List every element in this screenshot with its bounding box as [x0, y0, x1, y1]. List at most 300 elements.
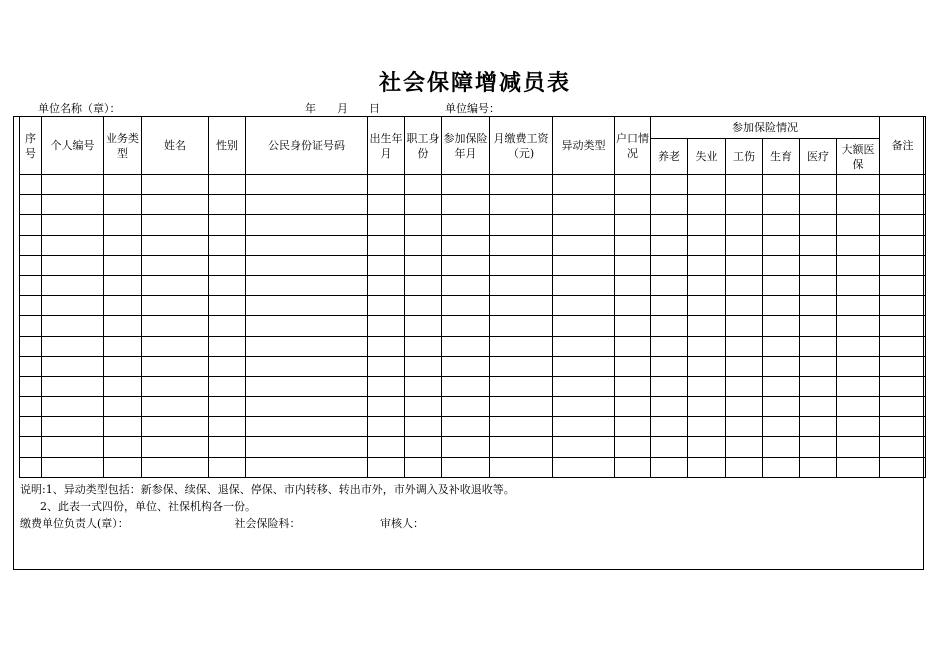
table-row	[20, 215, 926, 235]
table-cell[interactable]	[246, 356, 368, 376]
table-cell[interactable]	[688, 376, 726, 396]
table-row	[20, 235, 926, 255]
table-cell[interactable]	[800, 376, 837, 396]
table-cell[interactable]	[405, 296, 442, 316]
table-cell[interactable]	[405, 215, 442, 235]
table-cell[interactable]	[880, 215, 926, 235]
table-cell[interactable]	[104, 356, 142, 376]
table-cell[interactable]	[726, 255, 763, 275]
table-cell[interactable]	[405, 356, 442, 376]
table-cell[interactable]	[651, 175, 688, 195]
table-cell[interactable]	[615, 195, 651, 215]
header-join-date: 参加保险年月	[442, 117, 490, 175]
table-cell[interactable]	[104, 376, 142, 396]
table-cell[interactable]	[553, 235, 615, 255]
table-cell[interactable]	[837, 316, 880, 336]
table-cell[interactable]	[209, 275, 246, 295]
table-cell[interactable]	[880, 457, 926, 477]
table-cell[interactable]	[20, 397, 42, 417]
table-cell[interactable]	[20, 275, 42, 295]
table-cell[interactable]	[405, 437, 442, 457]
payer-signature-label: 缴费单位负责人(章）：	[20, 517, 129, 530]
table-cell[interactable]	[688, 336, 726, 356]
table-cell[interactable]	[20, 437, 42, 457]
table-cell[interactable]	[368, 437, 405, 457]
table-cell[interactable]	[42, 316, 104, 336]
table-cell[interactable]	[142, 235, 209, 255]
table-cell[interactable]	[800, 397, 837, 417]
table-cell[interactable]	[837, 417, 880, 437]
table-cell[interactable]	[368, 235, 405, 255]
table-cell[interactable]	[763, 397, 800, 417]
table-cell[interactable]	[726, 457, 763, 477]
table-cell[interactable]	[726, 437, 763, 457]
table-row	[20, 316, 926, 336]
table-cell[interactable]	[763, 255, 800, 275]
table-cell[interactable]	[490, 275, 553, 295]
table-cell[interactable]	[104, 316, 142, 336]
table-cell[interactable]	[763, 296, 800, 316]
table-cell[interactable]	[800, 195, 837, 215]
table-cell[interactable]	[490, 336, 553, 356]
table-cell[interactable]	[104, 235, 142, 255]
table-cell[interactable]	[42, 275, 104, 295]
table-cell[interactable]	[880, 437, 926, 457]
table-cell[interactable]	[763, 275, 800, 295]
table-cell[interactable]	[142, 275, 209, 295]
table-cell[interactable]	[368, 356, 405, 376]
table-cell[interactable]	[42, 356, 104, 376]
table-cell[interactable]	[209, 376, 246, 396]
table-cell[interactable]	[104, 175, 142, 195]
table-cell[interactable]	[104, 275, 142, 295]
table-cell[interactable]	[368, 376, 405, 396]
header-household: 户口情况	[615, 117, 651, 175]
table-cell[interactable]	[763, 437, 800, 457]
table-cell[interactable]	[615, 457, 651, 477]
table-cell[interactable]	[209, 255, 246, 275]
table-cell[interactable]	[42, 417, 104, 437]
table-cell[interactable]	[368, 195, 405, 215]
table-cell[interactable]	[405, 376, 442, 396]
table-cell[interactable]	[726, 336, 763, 356]
table-cell[interactable]	[368, 397, 405, 417]
table-cell[interactable]	[42, 255, 104, 275]
table-cell[interactable]	[209, 296, 246, 316]
table-cell[interactable]	[405, 417, 442, 437]
table-cell[interactable]	[42, 437, 104, 457]
table-cell[interactable]	[104, 215, 142, 235]
table-cell[interactable]	[246, 195, 368, 215]
table-cell[interactable]	[651, 316, 688, 336]
table-cell[interactable]	[763, 195, 800, 215]
table-cell[interactable]	[490, 255, 553, 275]
table-cell[interactable]	[405, 316, 442, 336]
table-cell[interactable]	[763, 417, 800, 437]
table-cell[interactable]	[442, 457, 490, 477]
table-cell[interactable]	[763, 457, 800, 477]
table-cell[interactable]	[800, 235, 837, 255]
table-cell[interactable]	[442, 417, 490, 437]
table-cell[interactable]	[42, 457, 104, 477]
table-cell[interactable]	[553, 316, 615, 336]
table-cell[interactable]	[553, 195, 615, 215]
table-cell[interactable]	[246, 437, 368, 457]
table-cell[interactable]	[42, 195, 104, 215]
table-cell[interactable]	[837, 437, 880, 457]
table-cell[interactable]	[405, 336, 442, 356]
table-cell[interactable]	[209, 397, 246, 417]
table-cell[interactable]	[20, 356, 42, 376]
table-cell[interactable]	[490, 296, 553, 316]
table-cell[interactable]	[880, 275, 926, 295]
table-cell[interactable]	[880, 376, 926, 396]
table-cell[interactable]	[42, 336, 104, 356]
table-cell[interactable]	[553, 296, 615, 316]
table-cell[interactable]	[104, 437, 142, 457]
table-cell[interactable]	[553, 417, 615, 437]
table-cell[interactable]	[104, 397, 142, 417]
table-cell[interactable]	[880, 195, 926, 215]
table-cell[interactable]	[368, 175, 405, 195]
table-cell[interactable]	[651, 195, 688, 215]
month-label: 月	[337, 102, 348, 115]
table-cell[interactable]	[800, 275, 837, 295]
table-cell[interactable]	[615, 215, 651, 235]
table-cell[interactable]	[800, 316, 837, 336]
table-cell[interactable]	[726, 195, 763, 215]
table-cell[interactable]	[726, 296, 763, 316]
table-cell[interactable]	[490, 235, 553, 255]
table-cell[interactable]	[763, 336, 800, 356]
table-cell[interactable]	[42, 376, 104, 396]
table-cell[interactable]	[20, 296, 42, 316]
table-cell[interactable]	[246, 397, 368, 417]
table-cell[interactable]	[880, 316, 926, 336]
table-cell[interactable]	[800, 336, 837, 356]
table-cell[interactable]	[726, 376, 763, 396]
table-cell[interactable]	[688, 437, 726, 457]
table-cell[interactable]	[246, 316, 368, 336]
table-cell[interactable]	[837, 376, 880, 396]
table-cell[interactable]	[553, 255, 615, 275]
table-cell[interactable]	[442, 316, 490, 336]
table-cell[interactable]	[837, 457, 880, 477]
table-cell[interactable]	[104, 457, 142, 477]
table-cell[interactable]	[615, 376, 651, 396]
table-cell[interactable]	[726, 356, 763, 376]
table-cell[interactable]	[726, 316, 763, 336]
table-cell[interactable]	[688, 316, 726, 336]
table-cell[interactable]	[800, 255, 837, 275]
table-cell[interactable]	[42, 175, 104, 195]
table-cell[interactable]	[104, 296, 142, 316]
table-cell[interactable]	[490, 376, 553, 396]
table-cell[interactable]	[209, 195, 246, 215]
table-cell[interactable]	[651, 376, 688, 396]
table-cell[interactable]	[246, 215, 368, 235]
table-cell[interactable]	[42, 296, 104, 316]
table-cell[interactable]	[763, 175, 800, 195]
table-cell[interactable]	[405, 457, 442, 477]
table-cell[interactable]	[726, 175, 763, 195]
table-cell[interactable]	[553, 397, 615, 417]
roster-table	[19, 116, 926, 478]
table-cell[interactable]	[490, 437, 553, 457]
table-cell[interactable]	[800, 417, 837, 437]
table-cell[interactable]	[209, 457, 246, 477]
table-cell[interactable]	[20, 195, 42, 215]
table-cell[interactable]	[442, 376, 490, 396]
table-cell[interactable]	[553, 356, 615, 376]
table-cell[interactable]	[209, 235, 246, 255]
table-cell[interactable]	[880, 417, 926, 437]
table-cell[interactable]	[800, 215, 837, 235]
table-cell[interactable]	[20, 235, 42, 255]
table-cell[interactable]	[837, 175, 880, 195]
table-cell[interactable]	[142, 457, 209, 477]
table-cell[interactable]	[800, 175, 837, 195]
table-cell[interactable]	[837, 397, 880, 417]
table-cell[interactable]	[837, 275, 880, 295]
table-cell[interactable]	[20, 417, 42, 437]
table-cell[interactable]	[837, 195, 880, 215]
table-cell[interactable]	[688, 296, 726, 316]
table-cell[interactable]	[651, 417, 688, 437]
table-cell[interactable]	[615, 275, 651, 295]
table-cell[interactable]	[405, 275, 442, 295]
table-cell[interactable]	[368, 316, 405, 336]
header-maternity: 生育	[763, 139, 800, 175]
table-cell[interactable]	[615, 316, 651, 336]
table-cell[interactable]	[209, 437, 246, 457]
table-cell[interactable]	[651, 437, 688, 457]
header-medical: 医疗	[800, 139, 837, 175]
table-cell[interactable]	[209, 336, 246, 356]
table-cell[interactable]	[763, 215, 800, 235]
table-cell[interactable]	[368, 457, 405, 477]
table-cell[interactable]	[442, 336, 490, 356]
table-cell[interactable]	[368, 255, 405, 275]
table-cell[interactable]	[405, 175, 442, 195]
table-cell[interactable]	[490, 457, 553, 477]
table-cell[interactable]	[368, 296, 405, 316]
table-cell[interactable]	[368, 215, 405, 235]
table-cell[interactable]	[688, 275, 726, 295]
table-cell[interactable]	[615, 417, 651, 437]
table-cell[interactable]	[20, 316, 42, 336]
table-cell[interactable]	[615, 397, 651, 417]
table-cell[interactable]	[442, 235, 490, 255]
table-cell[interactable]	[688, 215, 726, 235]
table-cell[interactable]	[442, 356, 490, 376]
table-cell[interactable]	[726, 417, 763, 437]
table-cell[interactable]	[837, 356, 880, 376]
table-cell[interactable]	[553, 457, 615, 477]
table-cell[interactable]	[651, 397, 688, 417]
table-cell[interactable]	[246, 296, 368, 316]
table-cell[interactable]	[20, 376, 42, 396]
table-cell[interactable]	[726, 397, 763, 417]
table-cell[interactable]	[209, 316, 246, 336]
unit-code-label: 单位编号：	[445, 102, 500, 115]
table-cell[interactable]	[615, 437, 651, 457]
table-cell[interactable]	[368, 275, 405, 295]
table-cell[interactable]	[763, 316, 800, 336]
table-cell[interactable]	[490, 417, 553, 437]
table-cell[interactable]	[142, 356, 209, 376]
table-cell[interactable]	[142, 255, 209, 275]
table-cell[interactable]	[553, 215, 615, 235]
table-cell[interactable]	[42, 397, 104, 417]
table-cell[interactable]	[490, 356, 553, 376]
table-cell[interactable]	[651, 296, 688, 316]
table-cell[interactable]	[688, 397, 726, 417]
table-cell[interactable]	[651, 255, 688, 275]
table-cell[interactable]	[442, 195, 490, 215]
table-cell[interactable]	[651, 215, 688, 235]
table-cell[interactable]	[209, 417, 246, 437]
table-cell[interactable]	[688, 195, 726, 215]
table-cell[interactable]	[553, 336, 615, 356]
table-cell[interactable]	[442, 175, 490, 195]
table-cell[interactable]	[405, 235, 442, 255]
day-label: 日	[369, 102, 380, 115]
table-cell[interactable]	[615, 175, 651, 195]
table-cell[interactable]	[142, 316, 209, 336]
table-cell[interactable]	[615, 336, 651, 356]
table-cell[interactable]	[405, 255, 442, 275]
table-cell[interactable]	[880, 255, 926, 275]
table-cell[interactable]	[800, 356, 837, 376]
table-cell[interactable]	[142, 215, 209, 235]
table-cell[interactable]	[368, 336, 405, 356]
table-cell[interactable]	[442, 255, 490, 275]
table-cell[interactable]	[490, 175, 553, 195]
table-cell[interactable]	[405, 397, 442, 417]
table-cell[interactable]	[42, 235, 104, 255]
table-cell[interactable]	[615, 296, 651, 316]
table-cell[interactable]	[142, 437, 209, 457]
table-cell[interactable]	[615, 356, 651, 376]
table-cell[interactable]	[688, 457, 726, 477]
table-cell[interactable]	[142, 376, 209, 396]
table-cell[interactable]	[651, 336, 688, 356]
table-cell[interactable]	[142, 175, 209, 195]
table-cell[interactable]	[104, 336, 142, 356]
table-cell[interactable]	[651, 356, 688, 376]
table-cell[interactable]	[688, 255, 726, 275]
table-cell[interactable]	[615, 255, 651, 275]
table-cell[interactable]	[246, 235, 368, 255]
table-cell[interactable]	[763, 235, 800, 255]
table-cell[interactable]	[246, 275, 368, 295]
table-cell[interactable]	[20, 215, 42, 235]
table-cell[interactable]	[442, 397, 490, 417]
table-cell[interactable]	[553, 376, 615, 396]
table-cell[interactable]	[405, 195, 442, 215]
table-cell[interactable]	[246, 457, 368, 477]
table-cell[interactable]	[837, 215, 880, 235]
table-cell[interactable]	[368, 417, 405, 437]
table-cell[interactable]	[20, 457, 42, 477]
table-cell[interactable]	[209, 175, 246, 195]
table-cell[interactable]	[142, 336, 209, 356]
table-cell[interactable]	[615, 235, 651, 255]
table-cell[interactable]	[837, 255, 880, 275]
table-cell[interactable]	[800, 437, 837, 457]
table-cell[interactable]	[880, 397, 926, 417]
table-cell[interactable]	[880, 336, 926, 356]
table-cell[interactable]	[490, 397, 553, 417]
table-cell[interactable]	[553, 437, 615, 457]
table-cell[interactable]	[142, 397, 209, 417]
table-cell[interactable]	[688, 356, 726, 376]
table-cell[interactable]	[209, 215, 246, 235]
table-cell[interactable]	[246, 175, 368, 195]
table-cell[interactable]	[42, 215, 104, 235]
table-cell[interactable]	[246, 336, 368, 356]
table-cell[interactable]	[651, 275, 688, 295]
table-cell[interactable]	[490, 215, 553, 235]
table-cell[interactable]	[442, 296, 490, 316]
table-cell[interactable]	[688, 175, 726, 195]
table-cell[interactable]	[880, 356, 926, 376]
table-cell[interactable]	[837, 235, 880, 255]
table-cell[interactable]	[800, 296, 837, 316]
table-cell[interactable]	[442, 215, 490, 235]
table-cell[interactable]	[763, 376, 800, 396]
table-cell[interactable]	[651, 457, 688, 477]
table-row	[20, 397, 926, 417]
table-cell[interactable]	[726, 215, 763, 235]
table-cell[interactable]	[20, 175, 42, 195]
table-cell[interactable]	[880, 175, 926, 195]
table-cell[interactable]	[246, 255, 368, 275]
table-cell[interactable]	[726, 275, 763, 295]
table-row	[20, 457, 926, 477]
table-cell[interactable]	[553, 175, 615, 195]
header-seq: 序号	[20, 117, 42, 175]
table-cell[interactable]	[688, 417, 726, 437]
table-cell[interactable]	[553, 275, 615, 295]
table-cell[interactable]	[490, 195, 553, 215]
table-cell[interactable]	[20, 255, 42, 275]
table-cell[interactable]	[442, 437, 490, 457]
table-cell[interactable]	[20, 336, 42, 356]
table-cell[interactable]	[142, 417, 209, 437]
table-cell[interactable]	[142, 296, 209, 316]
table-cell[interactable]	[726, 235, 763, 255]
table-cell[interactable]	[763, 356, 800, 376]
table-cell[interactable]	[442, 275, 490, 295]
table-cell[interactable]	[880, 235, 926, 255]
table-cell[interactable]	[837, 336, 880, 356]
table-cell[interactable]	[104, 417, 142, 437]
table-cell[interactable]	[688, 235, 726, 255]
table-cell[interactable]	[651, 235, 688, 255]
table-cell[interactable]	[490, 316, 553, 336]
table-cell[interactable]	[246, 417, 368, 437]
table-cell[interactable]	[880, 296, 926, 316]
table-cell[interactable]	[800, 457, 837, 477]
table-cell[interactable]	[209, 356, 246, 376]
table-cell[interactable]	[104, 255, 142, 275]
table-cell[interactable]	[246, 376, 368, 396]
table-cell[interactable]	[837, 296, 880, 316]
table-cell[interactable]	[142, 195, 209, 215]
table-cell[interactable]	[104, 195, 142, 215]
